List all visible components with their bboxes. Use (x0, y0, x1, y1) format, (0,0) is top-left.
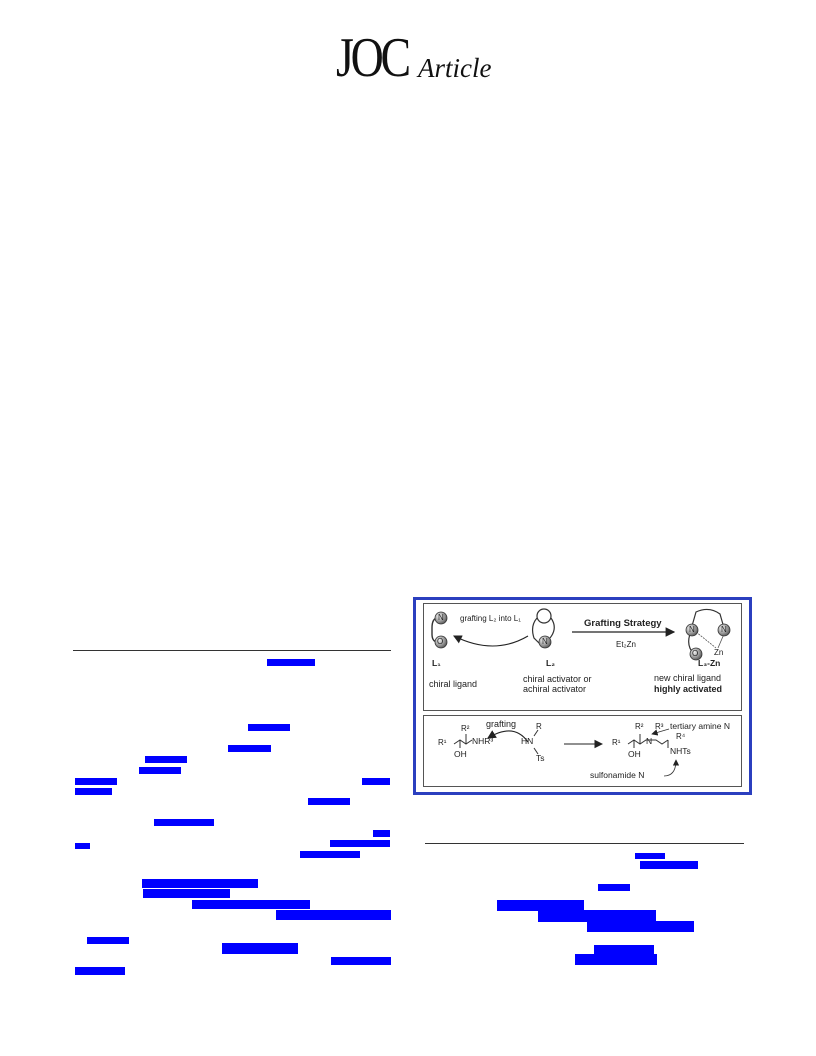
left-column-divider (73, 650, 391, 651)
redacted-link (248, 724, 290, 731)
redacted-link (362, 778, 390, 785)
ligand-l3zn-label: L₃-Zn (698, 658, 721, 668)
grafting-strategy-figure (413, 597, 752, 795)
tertiary-amine-annotation: tertiary amine N (670, 721, 730, 731)
l3-n-atom-label: N (689, 625, 695, 634)
figure-bottom-panel (423, 715, 742, 787)
l1-o-atom-label: O (437, 637, 444, 646)
product-r4: R⁴ (676, 732, 686, 741)
r2-substituent: R² (461, 724, 470, 733)
product-oh: OH (628, 749, 641, 759)
redacted-link (75, 967, 125, 975)
redacted-link (75, 778, 117, 785)
product-n: N (646, 736, 653, 746)
journal-logo-text: JOC (336, 27, 408, 89)
redacted-link (640, 861, 698, 869)
zinc-label: Zn (714, 648, 724, 657)
ligand-l3zn-caption: highly activated (654, 684, 723, 694)
redacted-link (598, 884, 630, 891)
redacted-link (75, 843, 90, 849)
nhr3-group: NHR³ (472, 736, 494, 746)
r1-substituent: R¹ (438, 738, 447, 747)
redacted-link (222, 943, 298, 954)
redacted-link (331, 957, 391, 965)
redacted-link (87, 937, 129, 944)
ligand-l3zn-caption: new chiral ligand (654, 673, 722, 683)
redacted-link (300, 851, 360, 858)
redacted-link (330, 840, 390, 847)
product-r2: R² (635, 722, 644, 731)
redacted-link (143, 889, 230, 898)
grafting-arrow-label: grafting L₂ into L₁ (460, 614, 521, 623)
redacted-link (192, 900, 310, 909)
sulfonamide-annotation: sulfonamide N (590, 770, 645, 780)
r-substituent: R (536, 722, 542, 731)
redacted-link (587, 921, 694, 932)
ligand-l2-caption: chiral activator or (523, 674, 592, 684)
l3-n-atom-label: N (721, 625, 727, 634)
redacted-link (635, 853, 665, 859)
ligand-l2-caption: achiral activator (523, 684, 587, 694)
section-label: Article (418, 53, 492, 83)
product-r3: R³ (655, 722, 664, 731)
redacted-link (373, 830, 390, 837)
product-nhts: NHTs (670, 746, 691, 756)
redacted-link (276, 910, 391, 920)
redacted-link (139, 767, 181, 774)
l2-n-atom-label: N (542, 637, 548, 646)
oh-group: OH (454, 749, 467, 759)
ligand-l1-label: L₁ (432, 658, 441, 668)
grafting-label: grafting (486, 719, 517, 729)
strategy-title: Grafting Strategy (584, 618, 662, 629)
hn-group: HN (521, 736, 534, 746)
redacted-link (308, 798, 350, 805)
reagent-label: Et₂Zn (616, 640, 636, 649)
redacted-link (154, 819, 214, 826)
redacted-link (142, 879, 258, 888)
redacted-link (75, 788, 112, 795)
figure-top-panel (423, 603, 742, 711)
ts-group: Ts (536, 753, 545, 763)
redacted-link (228, 745, 271, 752)
redacted-link (145, 756, 187, 763)
right-column-divider (425, 843, 744, 844)
product-r1: R¹ (612, 738, 621, 747)
redacted-link (267, 659, 315, 666)
l3-o-atom-label: O (692, 649, 699, 658)
redacted-link (575, 954, 657, 965)
ligand-l2-label: L₂ (546, 658, 555, 668)
l1-n-atom-label: N (438, 613, 444, 622)
ligand-l1-caption: chiral ligand (429, 679, 478, 689)
